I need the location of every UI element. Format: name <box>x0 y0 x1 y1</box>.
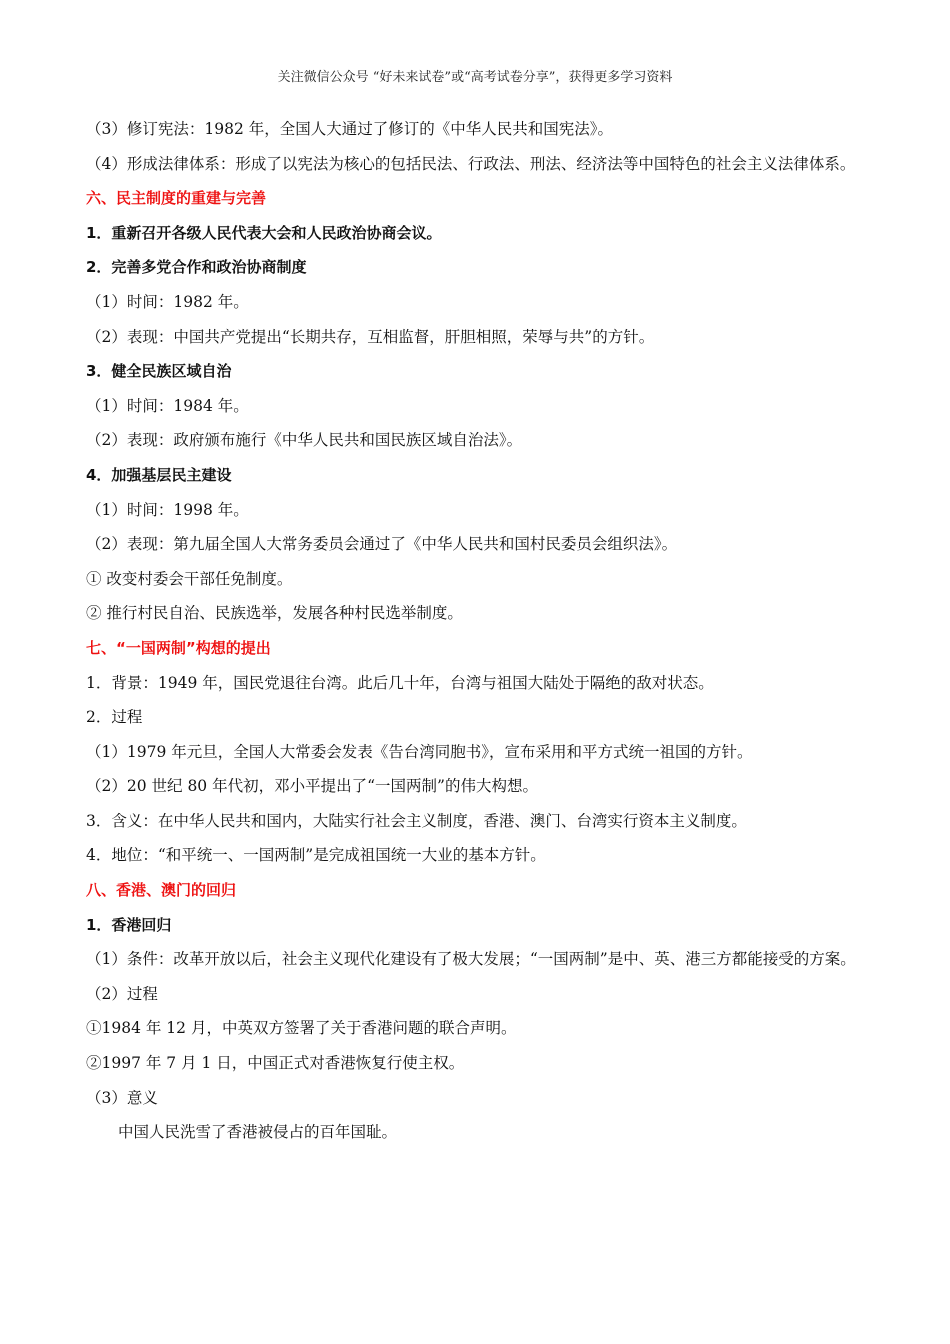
paragraph-status: 4．地位：“和平统一、一国两制”是完成祖国统一大业的基本方针。 <box>86 846 546 865</box>
paragraph-village-committee-law: （2）表现：第九届全国人大常务委员会通过了《中华人民共和国村民委员会组织法》。 <box>86 535 678 554</box>
list-item-village-elections: ② 推行村民自治、民族选举，发展各种村民选举制度。 <box>86 604 463 623</box>
paragraph-time-1998: （1）时间：1998 年。 <box>86 500 249 519</box>
section-heading-six: 六、民主制度的重建与完善 <box>86 189 267 208</box>
list-item-joint-declaration: ①1984 年 12 月，中英双方签署了关于香港问题的联合声明。 <box>86 1019 517 1038</box>
section-heading-seven: 七、“一国两制”构想的提出 <box>86 638 271 657</box>
paragraph-deng-concept: （2）20 世纪 80 年代初，邓小平提出了“一国两制”的伟大构想。 <box>86 777 538 796</box>
list-item-sovereignty-1997: ②1997 年 7 月 1 日，中国正式对香港恢复行使主权。 <box>86 1054 465 1073</box>
paragraph-conditions: （1）条件：改革开放以后，社会主义现代化建设有了极大发展；“一国两制”是中、英、港三方都能接受的方案。 <box>86 950 856 969</box>
page-header: 关注微信公众号 “好未来试卷”或“高考试卷分享”，获得更多学习资料 <box>277 70 673 85</box>
subheading-grassroots-democracy: 4．加强基层民主建设 <box>86 465 232 484</box>
paragraph-national-humiliation: 中国人民洗雪了香港被侵占的百年国耻。 <box>118 1123 398 1142</box>
subheading-multiparty-cooperation: 2．完善多党合作和政治协商制度 <box>86 258 307 277</box>
paragraph-background-1949: 1．背景：1949 年，国民党退往台湾。此后几十年，台湾与祖国大陆处于隔绝的敌对状态。 <box>86 673 714 692</box>
subheading-hong-kong-return: 1．香港回归 <box>86 915 172 934</box>
paragraph-significance-label: （3）意义 <box>86 1088 158 1107</box>
document-body <box>86 112 866 1150</box>
paragraph-process-hk: （2）过程 <box>86 984 158 1003</box>
paragraph-autonomy-law: （2）表现：政府颁布施行《中华人民共和国民族区域自治法》。 <box>86 431 523 450</box>
subheading-reconvene-congress: 1．重新召开各级人民代表大会和人民政治协商会议。 <box>86 223 442 242</box>
paragraph-meaning: 3．含义：在中华人民共和国内，大陆实行社会主义制度，香港、澳门、台湾实行资本主义制度。 <box>86 811 747 830</box>
subheading-ethnic-autonomy: 3．健全民族区域自治 <box>86 362 232 381</box>
list-item-cadre-appointment: ① 改变村委会干部任免制度。 <box>86 569 293 588</box>
paragraph-revise-constitution: （3）修订宪法：1982 年，全国人大通过了修订的《中华人民共和国宪法》。 <box>86 120 613 138</box>
paragraph-cpc-policy: （2）表现：中国共产党提出“长期共存，互相监督，肝胆相照，荣辱与共”的方针。 <box>86 327 655 346</box>
paragraph-time-1982: （1）时间：1982 年。 <box>86 292 249 311</box>
paragraph-time-1984: （1）时间：1984 年。 <box>86 396 249 415</box>
paragraph-process-label: 2．过程 <box>86 708 143 727</box>
section-heading-eight: 八、香港、澳门的回归 <box>86 881 237 900</box>
paragraph-legal-system: （4）形成法律体系：形成了以宪法为核心的包括民法、行政法、刑法、经济法等中国特色的社会主义法律体系。 <box>86 154 856 173</box>
paragraph-message-to-taiwan: （1）1979 年元旦，全国人大常委会发表《告台湾同胞书》，宣布采用和平方式统一祖国的方针。 <box>86 742 753 761</box>
